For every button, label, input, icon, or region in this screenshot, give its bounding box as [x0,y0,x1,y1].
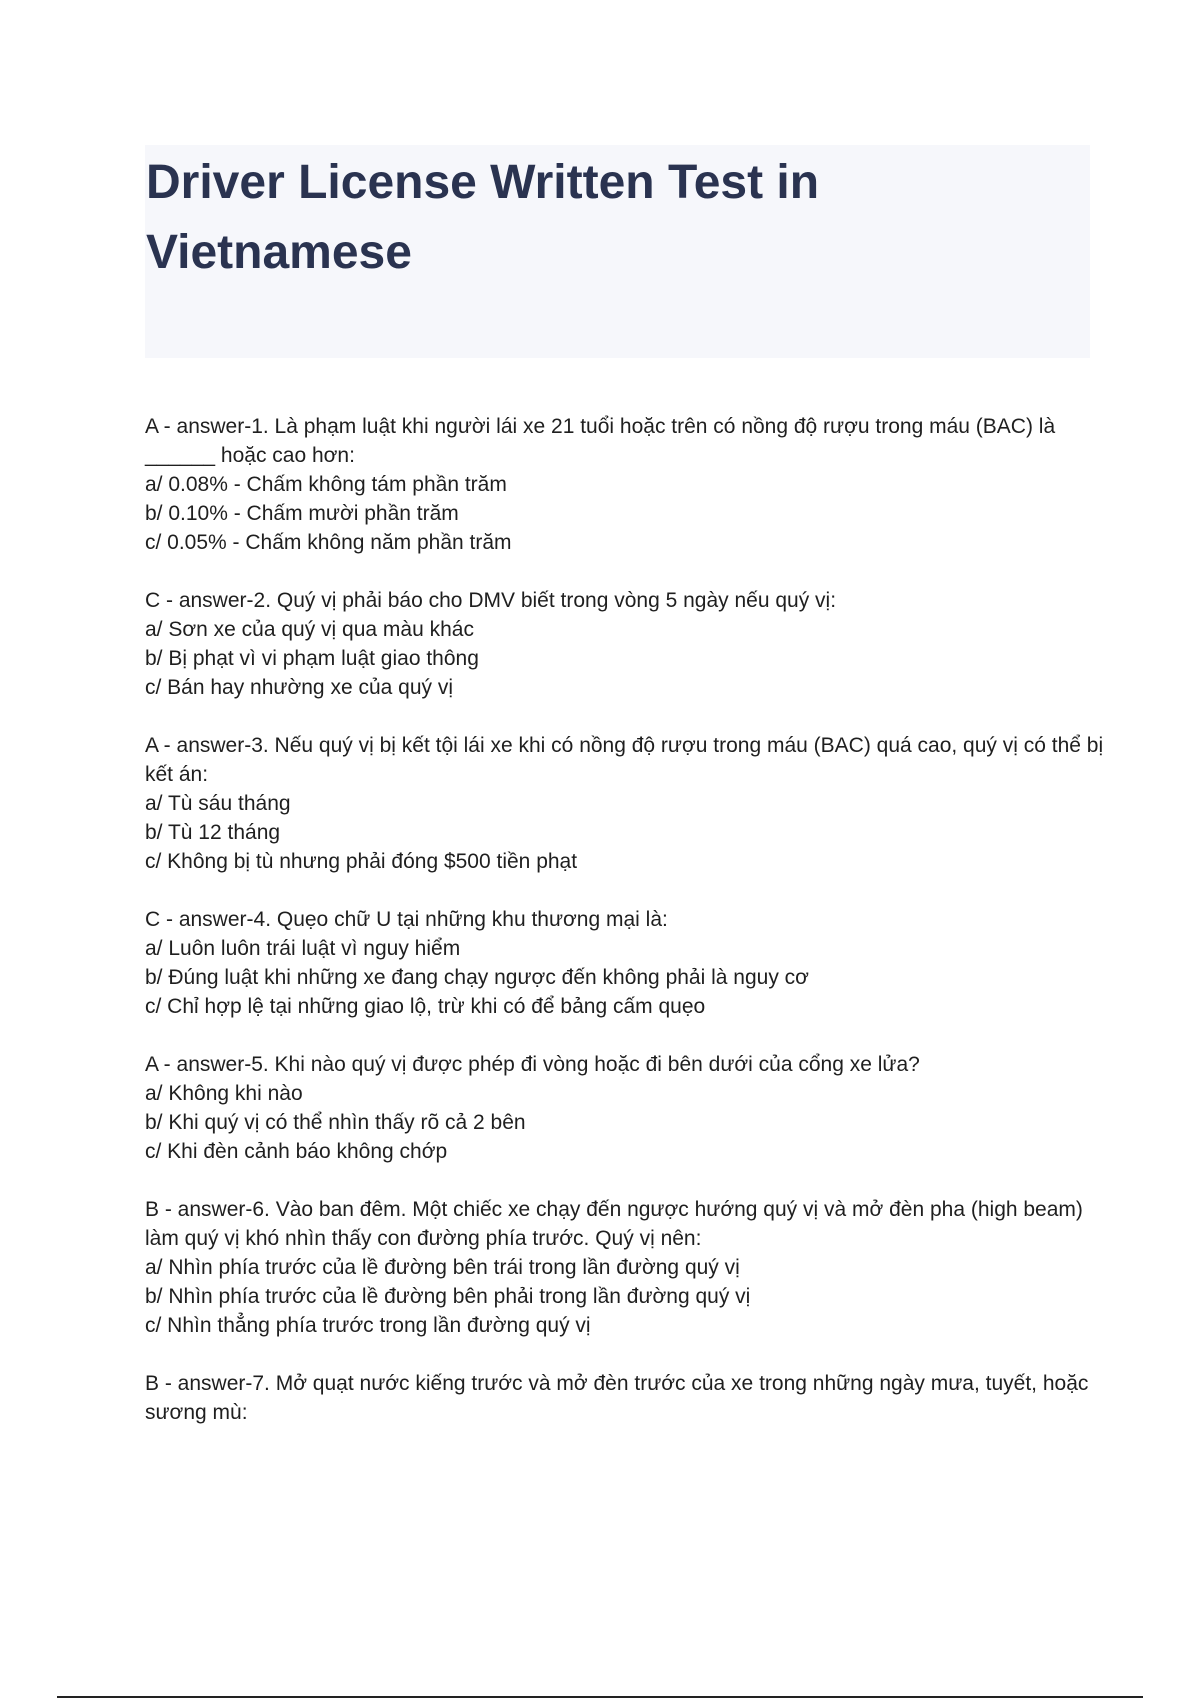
answer-option: c/ Nhìn thẳng phía trước trong lần đường quý vị [145,1314,591,1337]
answer-option: b/ Tù 12 tháng [145,821,281,844]
question-block-3 [145,731,1105,876]
answer-option: c/ Chỉ hợp lệ tại những giao lộ, trừ khi có để bảng cấm quẹo [145,995,706,1018]
answer-option: b/ 0.10% - Chấm mười phần trăm [145,502,459,525]
answer-option: a/ Nhìn phía trước của lề đường bên trái trong lần đường quý vị [145,1256,740,1279]
answer-option: b/ Nhìn phía trước của lề đường bên phải trong lần đường quý vị [145,1285,751,1308]
answer-option: c/ Không bị tù nhưng phải đóng $500 tiền phạt [145,850,578,873]
question-text: C - answer-2. Quý vị phải báo cho DMV biết trong vòng 5 ngày nếu quý vị: [145,589,837,612]
page-divider [57,1696,1143,1698]
answer-option: a/ 0.08% - Chấm không tám phần trăm [145,473,507,496]
question-text: A - answer-5. Khi nào quý vị được phép đi vòng hoặc đi bên dưới của cổng xe lửa? [145,1053,920,1076]
question-list [145,412,1105,1456]
answer-option: a/ Không khi nào [145,1082,303,1105]
answer-option: a/ Sơn xe của quý vị qua màu khác [145,618,474,641]
question-text: B - answer-6. Vào ban đêm. Một chiếc xe chạy đến ngược hướng quý vị và mở đèn pha (high beam) làm quý vị khó nhìn thấy con đường phía trước. Quý vị nên: [145,1198,1083,1250]
question-text: C - answer-4. Quẹo chữ U tại những khu thương mại là: [145,908,668,931]
answer-option: b/ Đúng luật khi những xe đang chạy ngược đến không phải là nguy cơ [145,966,809,989]
document-title: Driver License Written Test in Vietnamese [146,156,820,279]
answer-option: c/ 0.05% - Chấm không năm phần trăm [145,531,512,554]
answer-option: c/ Bán hay nhường xe của quý vị [145,676,454,699]
question-block-5 [145,1050,1105,1166]
question-text: A - answer-1. Là phạm luật khi người lái xe 21 tuổi hoặc trên có nồng độ rượu trong máu (BAC) là ______ hoặc cao hơn: [145,415,1056,467]
question-text: A - answer-3. Nếu quý vị bị kết tội lái xe khi có nồng độ rượu trong máu (BAC) quá cao, quý vị có thể bị kết án: [145,734,1104,786]
answer-option: a/ Luôn luôn trái luật vì nguy hiểm [145,937,461,960]
answer-option: c/ Khi đèn cảnh báo không chớp [145,1140,448,1163]
question-block-4 [145,905,1105,1021]
question-block-1 [145,412,1105,557]
answer-option: a/ Tù sáu tháng [145,792,291,815]
answer-option: b/ Bị phạt vì vi phạm luật giao thông [145,647,479,670]
answer-option: b/ Khi quý vị có thể nhìn thấy rõ cả 2 bên [145,1111,526,1134]
question-text: B - answer-7. Mở quạt nước kiếng trước và mở đèn trước của xe trong những ngày mưa, tuyết, hoặc sương mù: [145,1372,1089,1424]
title-banner [145,145,1090,358]
question-block-6 [145,1195,1105,1340]
question-block-7 [145,1369,1105,1427]
question-block-2 [145,586,1105,702]
